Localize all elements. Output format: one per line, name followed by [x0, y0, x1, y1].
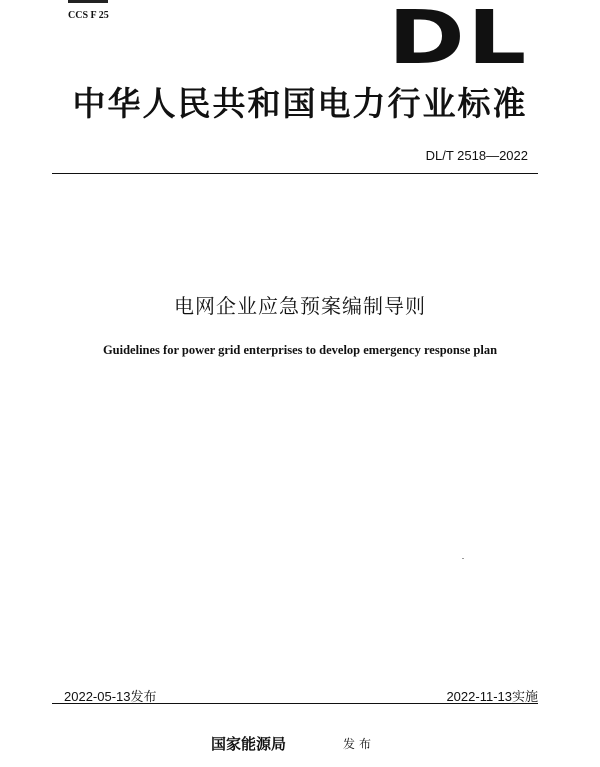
scan-speck: [462, 558, 464, 559]
standard-type-title: 中华人民共和国电力行业标准: [72, 84, 528, 123]
dl-logo: DL: [388, 0, 529, 81]
top-divider: [52, 173, 538, 174]
issuing-authority: 国家能源局: [211, 735, 287, 753]
bottom-divider: [52, 703, 538, 704]
standard-number: DL/T 2518—2022: [425, 148, 528, 163]
chinese-title: 电网企业应急预案编制导则: [174, 294, 426, 318]
header-mark: [68, 0, 108, 3]
ccs-code: CCS F 25: [68, 10, 109, 21]
issue-label: 发布: [343, 737, 376, 751]
effective-date: 2022-11-13实施: [446, 689, 538, 704]
issue-date: 2022-05-13发布: [64, 689, 157, 704]
english-title: Guidelines for power grid enterprises to develop emergency response plan: [102, 343, 498, 357]
